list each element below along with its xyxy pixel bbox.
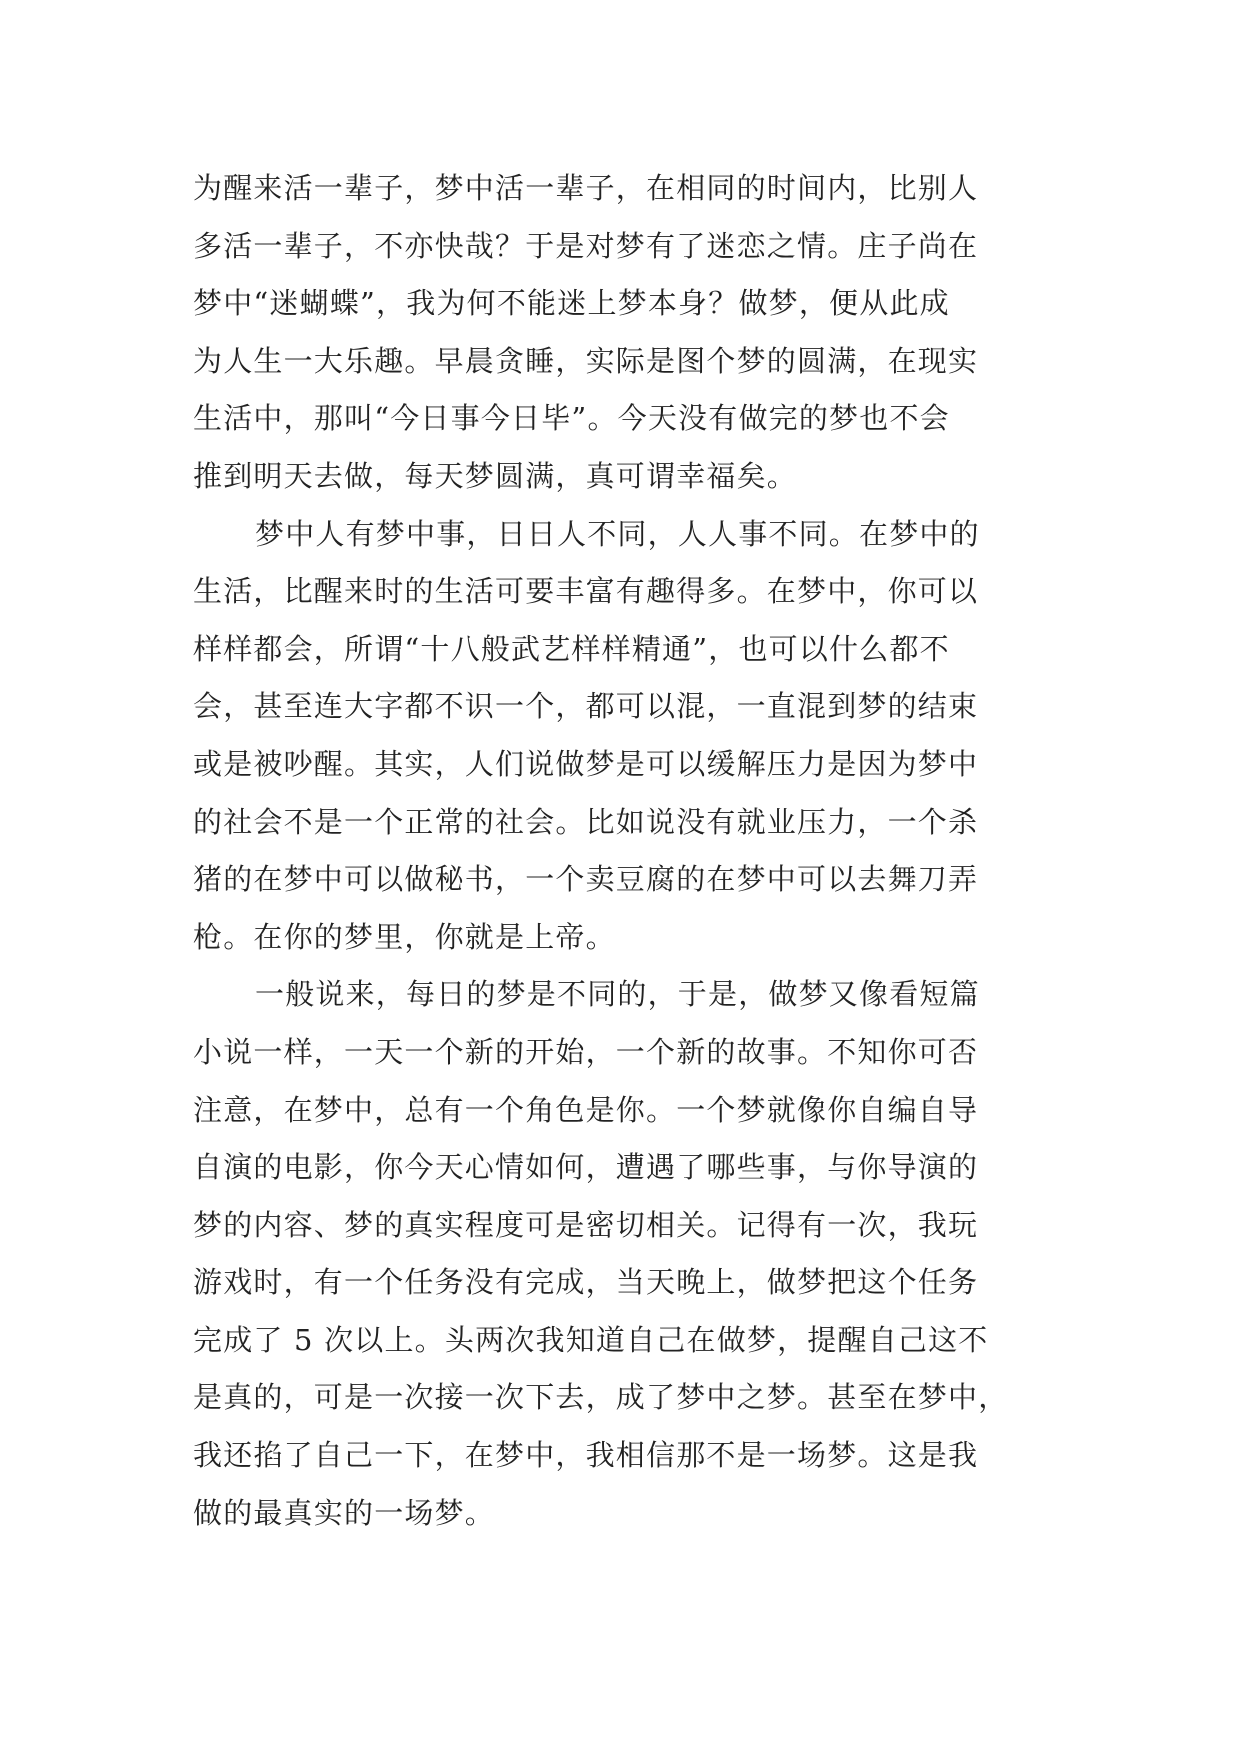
- paragraph-3-line-2: 小说一样，一天一个新的开始，一个新的故事。不知你可否: [193, 1034, 979, 1069]
- body-text: [193, 160, 1053, 1542]
- paragraph-2-line-3: 样样都会，所谓“十八般武艺样样精通”，也可以什么都不: [193, 631, 950, 666]
- paragraph-1-line-2: 多活一辈子，不亦快哉？于是对梦有了迷恋之情。庄子尚在: [193, 228, 979, 263]
- paragraph-3-line-3: 注意，在梦中，总有一个角色是你。一个梦就像你自编自导: [193, 1092, 979, 1127]
- paragraph-1-line-5: 生活中，那叫“今日事今日毕”。今天没有做完的梦也不会: [193, 401, 950, 436]
- paragraph-3-line-10: 做的最真实的一场梦。: [193, 1495, 496, 1530]
- paragraph-3-line-4: 自演的电影，你今天心情如何，遭遇了哪些事，与你导演的: [193, 1150, 979, 1185]
- paragraph-3-line-6: 游戏时，有一个任务没有完成，当天晚上，做梦把这个任务: [193, 1265, 979, 1300]
- paragraph-2-line-7: 猪的在梦中可以做秘书，一个卖豆腐的在梦中可以去舞刀弄: [193, 862, 979, 897]
- paragraph-3-line-5: 梦的内容、梦的真实程度可是密切相关。记得有一次，我玩: [193, 1207, 979, 1242]
- paragraph-3-line-1: 一般说来，每日的梦是不同的，于是，做梦又像看短篇: [255, 977, 980, 1012]
- paragraph-2-line-8: 枪。在你的梦里，你就是上帝。: [193, 919, 616, 954]
- paragraph-2-line-6: 的社会不是一个正常的社会。比如说没有就业压力，一个杀: [193, 804, 979, 839]
- paragraph-1-line-4: 为人生一大乐趣。早晨贪睡，实际是图个梦的圆满，在现实: [193, 343, 979, 378]
- paragraph-2-line-4: 会，甚至连大字都不识一个，都可以混，一直混到梦的结束: [193, 689, 979, 724]
- paragraph-3-line-9: 我还掐了自己一下，在梦中，我相信那不是一场梦。这是我: [193, 1438, 979, 1473]
- paragraph-1-line-1: 为醒来活一辈子，梦中活一辈子，在相同的时间内，比别人: [193, 171, 979, 205]
- paragraph-1-line-3: 梦中“迷蝴蝶”，我为何不能迷上梦本身？做梦，便从此成: [193, 286, 950, 321]
- paragraph-3-line-8: 是真的，可是一次接一次下去，成了梦中之梦。甚至在梦中，: [193, 1380, 1009, 1415]
- paragraph-2-line-1: 梦中人有梦中事，日日人不同，人人事不同。在梦中的: [255, 516, 980, 551]
- paragraph-3-line-7: 完成了 5 次以上。头两次我知道自己在做梦，提醒自己这不: [193, 1322, 989, 1357]
- paragraph-2-line-2: 生活，比醒来时的生活可要丰富有趣得多。在梦中，你可以: [193, 574, 979, 609]
- paragraph-2-line-5: 或是被吵醒。其实，人们说做梦是可以缓解压力是因为梦中: [193, 746, 979, 781]
- paragraph-1-line-6: 推到明天去做，每天梦圆满，真可谓幸福矣。: [193, 458, 798, 493]
